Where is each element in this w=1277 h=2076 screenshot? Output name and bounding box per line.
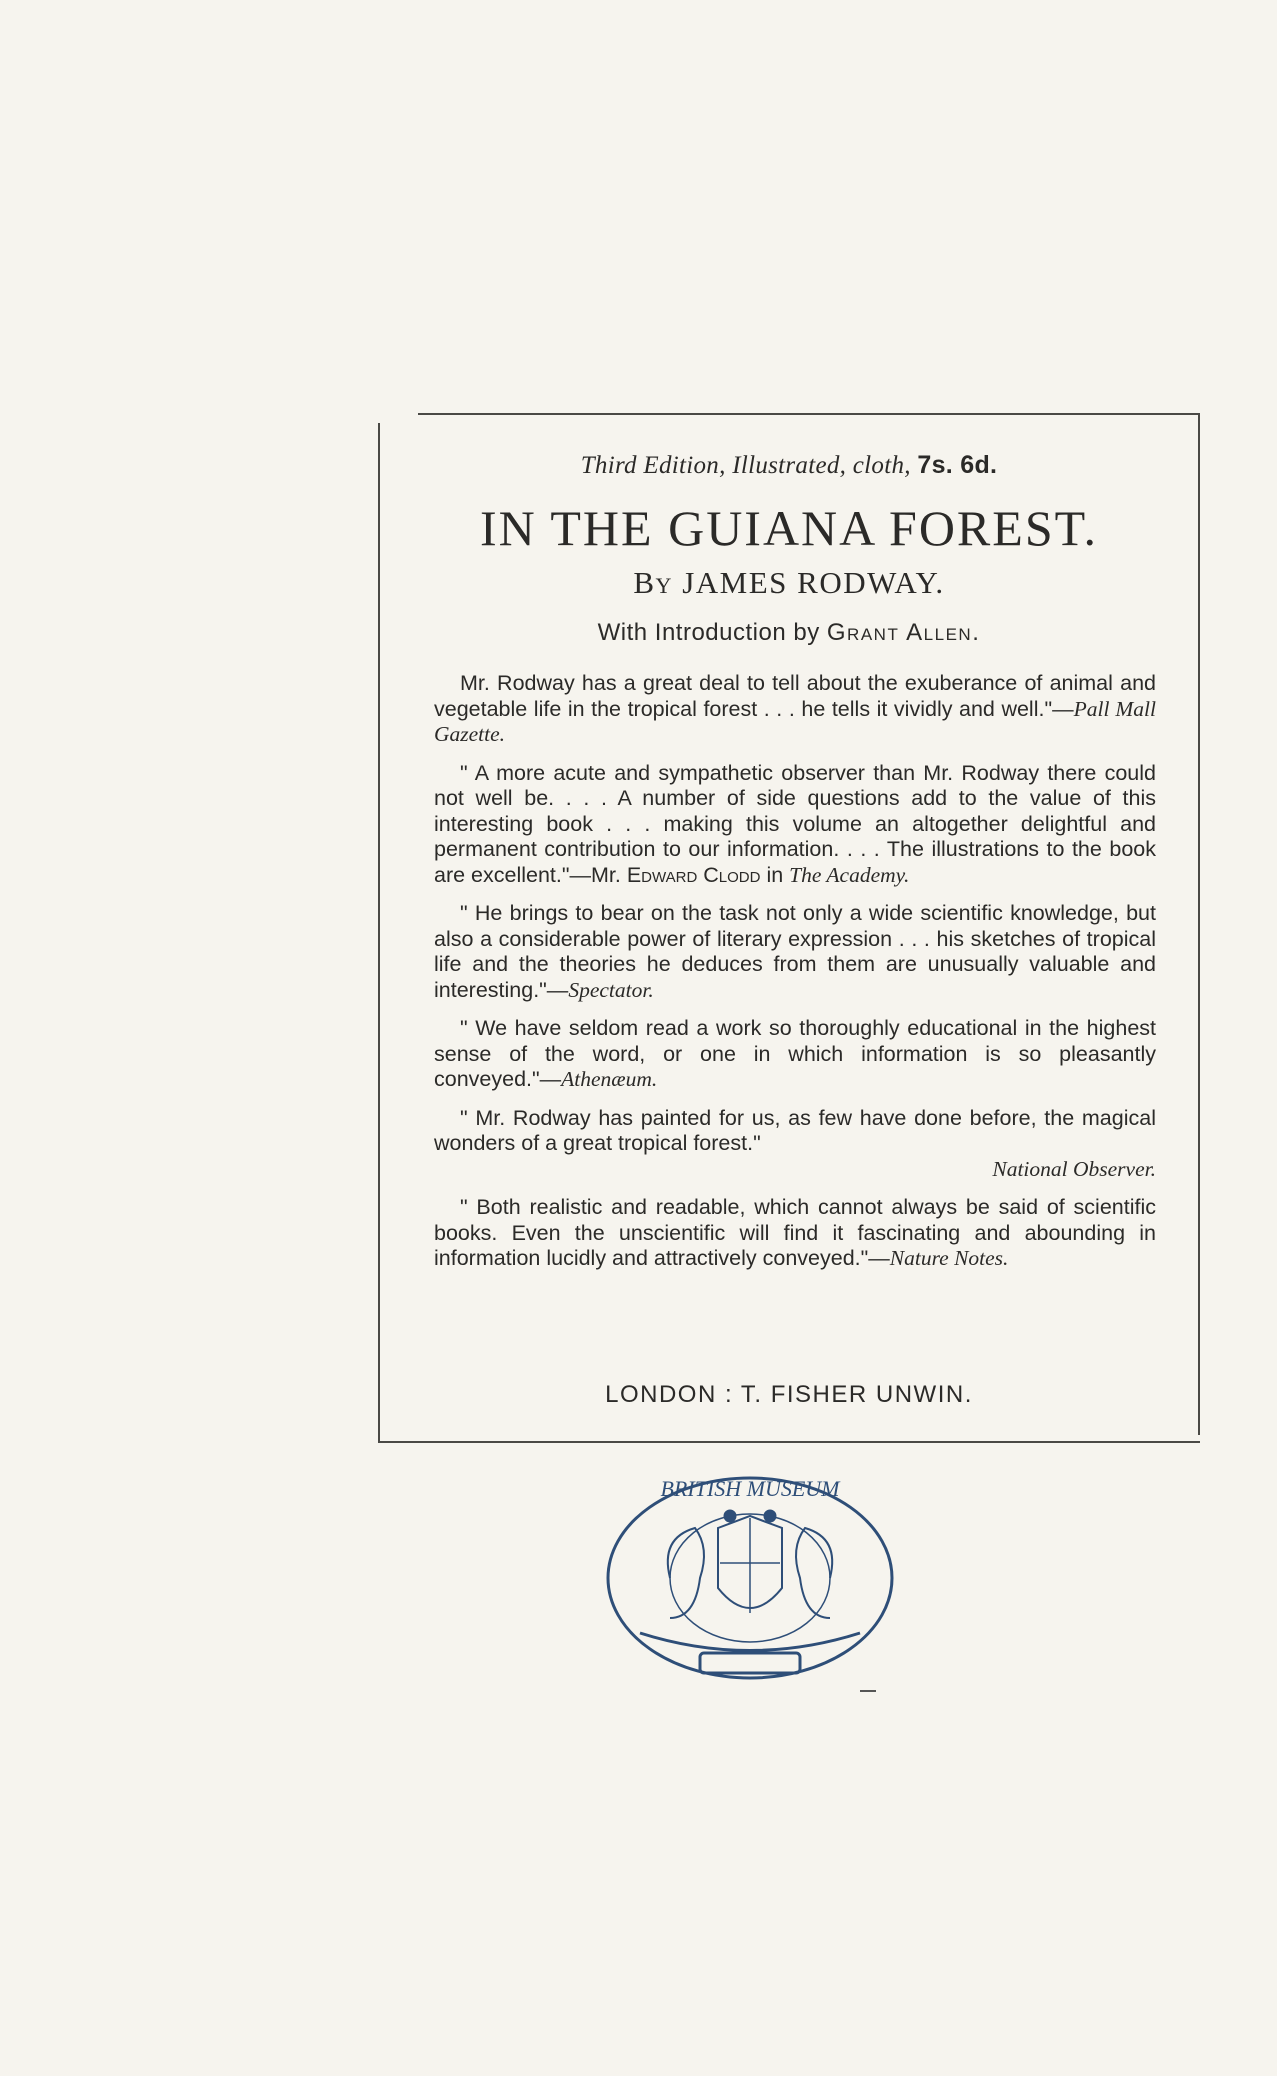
introducer-name: Grant Allen.	[826, 619, 981, 646]
author-byline: By JAMES RODWAY.	[633, 565, 945, 600]
review-athenaeum: " We have seldom read a work so thoroughly educational in the highest sense of the word, or one in which information is so pleasantly conveyed."—Athenæum.	[434, 1016, 1156, 1091]
stamp-label: BRITISH MUSEUM	[660, 1476, 840, 1501]
introduction-line: With Introduction by Grant Allen.	[597, 619, 981, 646]
review-nature-notes: " Both realistic and readable, which cannot always be said of scientific books. Even the unscientific will find it fascinating and abounding in information lucidly and attractively conveyed."—Nature Notes.	[434, 1195, 1156, 1270]
frame-bottom-rule	[378, 1441, 1200, 1443]
reviews-list	[434, 671, 1156, 1285]
publisher-imprint: LONDON : T. FISHER UNWIN.	[605, 1381, 973, 1408]
frame-top-rule	[418, 413, 1200, 415]
review-academy: " A more acute and sympathetic observer than Mr. Rodway there could not well be. . . . A number of side questions add to the value of this interesting book . . . making this volume an altogether delightful and permanent contribution to our information. . . . The illustrations to the book are excellent."—Mr. Edward Clodd in The Academy.	[434, 760, 1156, 887]
reviewer-name: Edward Clodd	[626, 862, 761, 887]
review-spectator: " He brings to bear on the task not only a wide scientific knowledge, but also a considerable power of literary expression . . . his sketches of tropical life and the theories he deduces from them are unusually valuable and interesting."—Spectator.	[434, 901, 1156, 1002]
review-source: National Observer.	[992, 1156, 1156, 1181]
review-source: Pall Mall Gazette.	[434, 696, 1156, 746]
book-title: IN THE GUIANA FOREST.	[480, 500, 1098, 556]
edition-line: Third Edition, Illustrated, cloth, 7s. 6d.	[580, 451, 998, 479]
museum-stamp-icon	[600, 1468, 900, 1698]
price: 7s. 6d.	[917, 451, 998, 479]
review-source: Athenæum.	[561, 1067, 658, 1091]
review-source: Spectator.	[568, 977, 654, 1002]
review-source: Nature Notes.	[889, 1246, 1009, 1270]
page-mark	[860, 1690, 876, 1692]
review-source: The Academy.	[789, 862, 910, 887]
review-pall-mall: Mr. Rodway has a great deal to tell about the exuberance of animal and vegetable life in the tropical forest . . . he tells it vividly and well."—Pall Mall Gazette.	[434, 671, 1156, 746]
author-name: JAMES RODWAY.	[682, 565, 945, 600]
advertisement-box	[378, 413, 1200, 1443]
review-national-observer: " Mr. Rodway has painted for us, as few have done before, the magical wonders of a great tropical forest." National Observer.	[434, 1105, 1156, 1181]
